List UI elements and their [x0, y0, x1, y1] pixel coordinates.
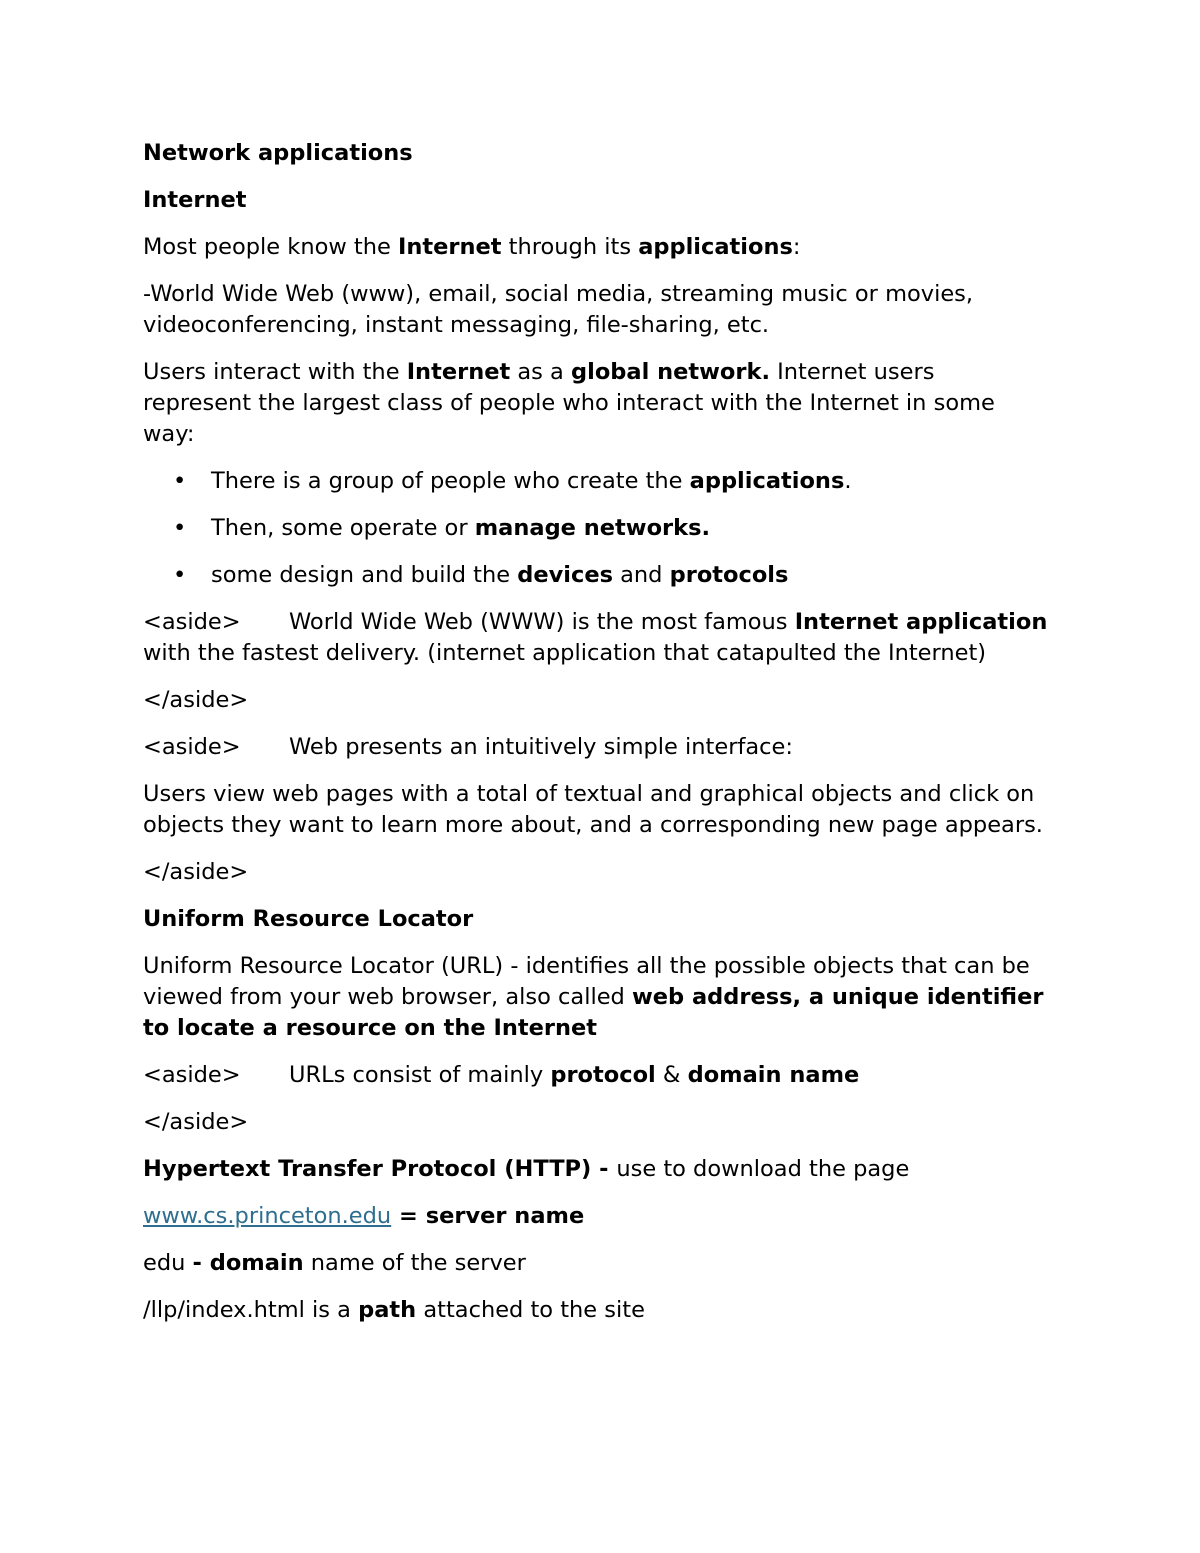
- aside-open-tag: <aside>: [143, 609, 241, 635]
- list-item: • Then, some operate or manage networks.: [143, 513, 1048, 544]
- paragraph-users-view: Users view web pages with a total of textual and graphical objects and click on objects they want to learn more about, and a corresponding new page appears.: [143, 781, 1043, 838]
- heading-internet: Internet: [143, 187, 247, 213]
- aside-open-tag: <aside>: [143, 1062, 241, 1088]
- aside-www: <aside> World Wide Web (WWW) is the most famous Internet application with the fastest delivery. (internet application that catapulted the Internet): [143, 609, 1048, 666]
- list-item: • There is a group of people who create the applications.: [143, 466, 1048, 497]
- heading-network-applications: Network applications: [143, 140, 413, 166]
- bullet-icon: •: [173, 515, 187, 541]
- aside-open-tag: <aside>: [143, 734, 241, 760]
- aside-url-parts: <aside> URLs consist of mainly protocol & domain name: [143, 1060, 1048, 1091]
- aside-close-tag: </aside>: [143, 859, 249, 885]
- document-page: [143, 138, 1048, 1342]
- server-link[interactable]: www.cs.princeton.edu: [143, 1203, 392, 1229]
- bullet-list: [143, 466, 1048, 591]
- paragraph-domain: edu - domain name of the server: [143, 1250, 526, 1276]
- paragraph-internet-applications: Most people know the Internet through its applications:: [143, 234, 801, 260]
- heading-url: Uniform Resource Locator: [143, 906, 474, 932]
- paragraph-url-definition: Uniform Resource Locator (URL) - identifies all the possible objects that can be viewed from your web browser, also called web address, a unique identifier to locate a resource on the Internet: [143, 953, 1044, 1041]
- list-item: • some design and build the devices and protocols: [143, 560, 1048, 591]
- paragraph-path: /llp/index.html is a path attached to the site: [143, 1297, 645, 1323]
- aside-close-tag: </aside>: [143, 1109, 249, 1135]
- aside-close-tag: </aside>: [143, 687, 249, 713]
- aside-web-interface: <aside> Web presents an intuitively simple interface:: [143, 732, 1048, 763]
- bullet-icon: •: [173, 562, 187, 588]
- paragraph-server-name: www.cs.princeton.edu = server name: [143, 1203, 585, 1229]
- bullet-icon: •: [173, 468, 187, 494]
- paragraph-application-list: -World Wide Web (www), email, social media, streaming music or movies, videoconferencing, instant messaging, file-sharing, etc.: [143, 281, 974, 338]
- paragraph-users-interact: Users interact with the Internet as a global network. Internet users represent the largest class of people who interact with the Internet in some way:: [143, 359, 995, 447]
- paragraph-http: Hypertext Transfer Protocol (HTTP) - use to download the page: [143, 1156, 910, 1182]
